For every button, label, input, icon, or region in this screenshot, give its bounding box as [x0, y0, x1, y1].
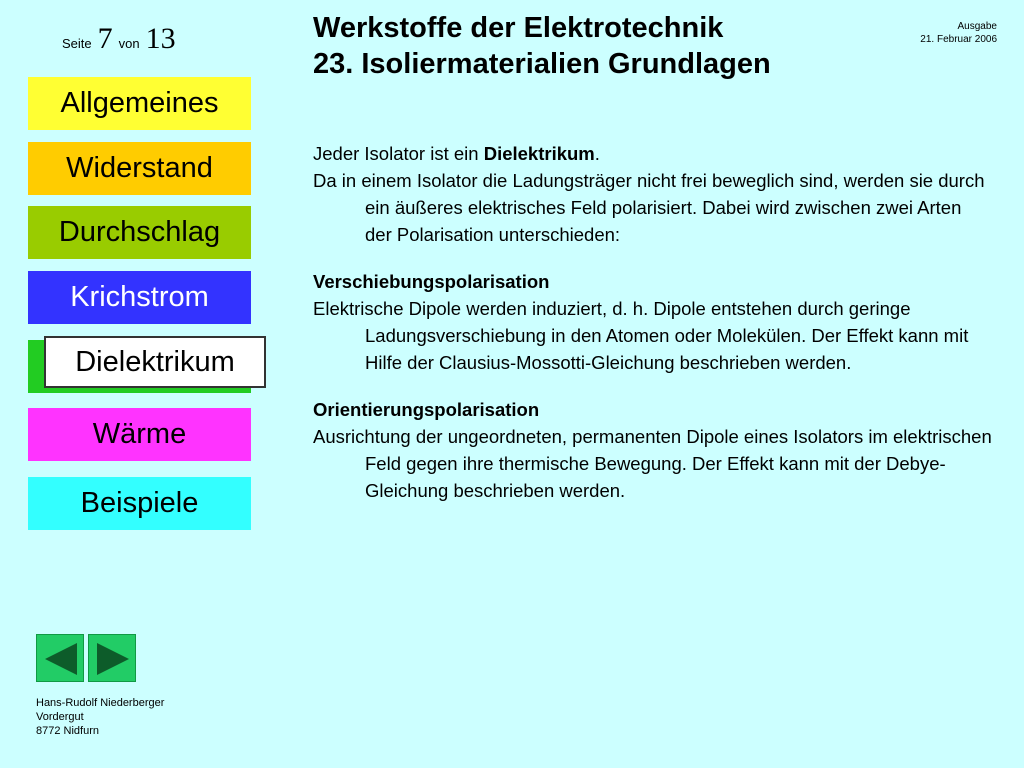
main-content	[313, 140, 993, 504]
author-street: Vordergut	[36, 711, 84, 723]
author-info	[36, 696, 164, 738]
title-line-1: Werkstoffe der Elektrotechnik	[313, 12, 724, 44]
intro-prefix: Jeder Isolator ist ein	[313, 143, 484, 164]
author-city: 8772 Nidfurn	[36, 725, 99, 737]
section2-heading: Orientierungspolarisation	[313, 399, 540, 420]
edition-date: 21. Februar 2006	[920, 34, 997, 45]
page-separator: von	[118, 36, 140, 51]
nav-button-beispiele[interactable]: Beispiele	[28, 477, 251, 530]
page-current: 7	[97, 22, 113, 55]
page-prefix: Seite	[62, 36, 92, 51]
page-counter	[62, 22, 182, 56]
intro-paragraph: Da in einem Isolator die Ladungsträger nicht frei beweglich sind, werden sie durch ein äußeres elektrisches Feld polarisiert. Dabei wird zwischen zwei Arten der Polarisation unterschieden:	[313, 170, 985, 245]
intro-bold-term: Dielektrikum	[483, 143, 595, 164]
intro-suffix: .	[594, 143, 600, 164]
nav-button-allgemeines[interactable]: Allgemeines	[28, 77, 251, 130]
section1-heading: Verschiebungspolarisation	[313, 271, 550, 292]
nav-button-dielektrikum[interactable]: Dielektrikum	[44, 336, 266, 388]
page-title	[313, 10, 771, 82]
previous-page-button[interactable]	[36, 634, 84, 682]
next-page-button[interactable]	[88, 634, 136, 682]
page-total: 13	[145, 22, 176, 55]
nav-button-durchschlag[interactable]: Durchschlag	[28, 206, 251, 259]
title-line-2: 23. Isoliermaterialien Grundlagen	[313, 48, 771, 80]
edition-info	[920, 20, 997, 46]
section2-text: Ausrichtung der ungeordneten, permanenten Dipole eines Isolators im elektrischen Feld gegen ihre thermische Bewegung. Der Effekt kann mit der Debye-Gleichung beschrieben werden.	[313, 426, 992, 501]
triangle-right-icon	[89, 635, 137, 683]
nav-button-waerme[interactable]: Wärme	[28, 408, 251, 461]
triangle-left-icon	[37, 635, 85, 683]
section1-text: Elektrische Dipole werden induziert, d. h. Dipole entstehen durch geringe Ladungsverschiebung in den Atomen oder Molekülen. Der Effekt kann mit Hilfe der Clausius-Mossotti-Gleichung beschrieben werden.	[313, 298, 969, 373]
nav-button-dielektrikum-group	[28, 340, 251, 393]
nav-button-krichstrom[interactable]: Krichstrom	[28, 271, 251, 324]
nav-button-widerstand[interactable]: Widerstand	[28, 142, 251, 195]
edition-label: Ausgabe	[957, 21, 997, 32]
intro-line	[313, 140, 993, 167]
author-name: Hans-Rudolf Niederberger	[36, 697, 165, 709]
